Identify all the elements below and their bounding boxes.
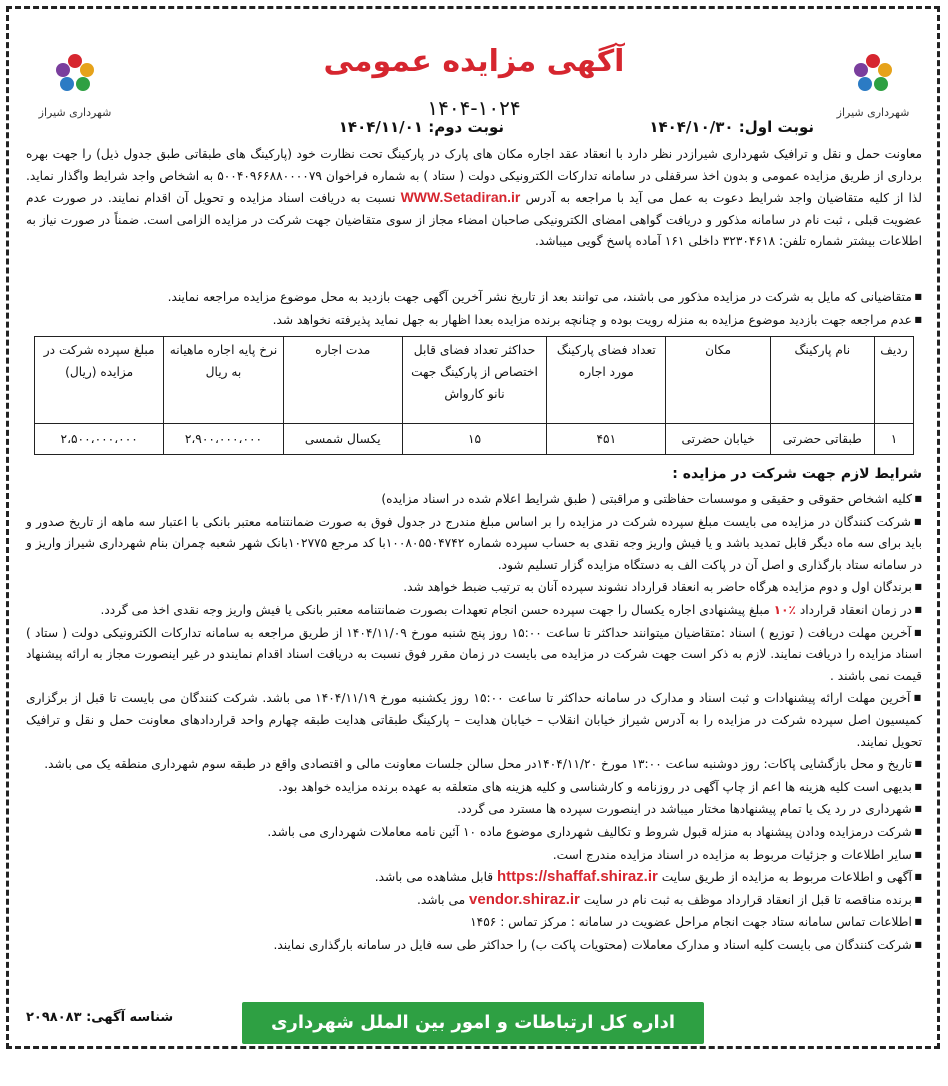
condition-item: ■ آگهی و اطلاعات مربوط به مزایده از طریق سایت https://shaffaf.shiraz.ir قابل مشاهده می باشد. <box>26 866 922 889</box>
conditions-title: شرایط لازم جهت شرکت در مزایده : <box>672 466 922 482</box>
ad-id: شناسه آگهی: ۲۰۹۸۰۸۳ <box>26 1010 174 1025</box>
col-space-count: تعداد فضای پارکینگ مورد اجاره <box>547 337 666 424</box>
auction-table <box>34 336 914 455</box>
col-base-rate: نرخ پایه اجاره ماهیانه به ریال <box>164 337 283 424</box>
condition-item: ■ برندگان اول و دوم مزایده هرگاه حاضر به انعقاد قرارداد نشوند سپرده آنان به ترتیب ضبط خواهد شد. <box>26 576 922 599</box>
condition-item: ■ کلیه اشخاص حقوقی و حقیقی و موسسات حفاظتی و مراقبتی ( طبق شرایط اعلام شده در اسناد مزایده) <box>26 488 922 511</box>
condition-item: ■ برنده مناقصه تا قبل از انعقاد قرارداد موظف به ثبت نام در سایت vendor.shiraz.ir می باشد. <box>26 889 922 912</box>
col-parking-name: نام پارکینگ <box>770 337 874 424</box>
condition-item: ■ تاریخ و محل بازگشایی پاکات: روز دوشنبه ساعت ۱۳:۰۰ مورخ ۱۴۰۴/۱۱/۲۰در محل سالن جلسات معاونت مالی و اقتصادی واقع در طبقه سوم شهرداری منطقه یک می باشد. <box>26 753 922 776</box>
bullet-visit: ■ متقاضیانی که مایل به شرکت در مزایده مذکور می باشند، می توانند بعد از تاریخ نشر آخرین آگهی جهت بازدید به محل موضوع مزایده مراجعه نمایند. <box>26 286 922 309</box>
col-carwash-spaces: حداکثر تعداد فضای قابل اختصاص از پارکینگ جهت نانو کارواش <box>402 337 546 424</box>
col-deposit: مبلغ سپرده شرکت در مزایده (ریال) <box>35 337 164 424</box>
table-header-row <box>35 337 914 424</box>
condition-item: ■ شرکت درمزایده ودادن پیشنهاد به منزله قبول شروط و تکالیف شهرداری موضوع ماده ۱۰ آئین نامه معاملات شهرداری می باشد. <box>26 821 922 844</box>
table-row: ۱ طبقاتی حضرتی خیابان حضرتی ۴۵۱ ۱۵ یکسال شمسی ۲،۹۰۰،۰۰۰،۰۰۰ ۲،۵۰۰،۰۰۰،۰۰۰ <box>35 424 914 455</box>
percent-value: ٪۱۰ <box>773 602 796 617</box>
publication-rounds <box>184 118 814 140</box>
intro-bullets <box>26 286 922 331</box>
advertisement <box>14 14 934 1075</box>
condition-item: ■ شرکت کنندگان در مزایده می بایست مبلغ سپرده شرکت در مزایده را بر اساس مبلغ مندرج در جدول فوق به صورت ضمانتنامه معتبر بانکی با اعتبار سه ماهه از تاریخ صدور و باید برای سه ماه دیگر قابل تمدید باشد و یا فیش واریز وجه نقدی به حساب سپرده شماره ۱۰۰۸۰۵۵۰۴۷۴۲با کد مرجع ۱۰۲۷۷۵بانک شهر شعبه چمران بنام شهرداری شیراز واریز و در سامانه ستاد بارگذاری و اصل آن در پاکت الف به دستگاه مزایده گزار تسلیم شود. <box>26 511 922 577</box>
col-lease-duration: مدت اجاره <box>283 337 402 424</box>
condition-item: ■ سایر اطلاعات و جزئیات مربوط به مزایده در اسناد مزایده مندرج است. <box>26 844 922 867</box>
setadiran-link[interactable]: WWW.Setadiran.ir <box>400 189 521 206</box>
col-row: ردیف <box>874 337 913 424</box>
intro-paragraph: معاونت حمل و نقل و ترافیک شهرداری شیرازدر نظر دارد با انعقاد عقد اجاره مکان های پارک در پارکینگ تحت نظارت خود (پارکینگ های طبقاتی طبق جدول ذیل) را جهت بهره برداری از طریق مزایده عمومی و بدون اخذ سرقفلی در سامانه تدارکات الکترونیکی دولت ( ستاد ) به شماره فراخوان ۵۰۰۴۰۹۶۶۸۸۰۰۰۰۷۹ به اشخاص واجد شرایط واگذار نماید. لذا از کلیه متقاضیان واجد شرایط دعوت به عمل می آید با مراجعه به آدرس WWW.Setadiran.ir نسبت به دریافت اسناد مزایده و تحویل آن اقدام نمایند. در صورت عدم عضویت قبلی ، ثبت نام در سامانه مذکور و دریافت گواهی امضای الکترونیکی صاحبان امضاء مجاز از سوی متقاضیان جهت شرکت در مزایده الزامی است. ضمناً در صورت نیاز به اطلاعات بیشتر شماره تلفن: ۳۲۳۰۴۶۱۸ داخلی ۱۶۱ آماده پاسخ گویی میباشد. <box>26 147 923 249</box>
condition-item: ■ آخرین مهلت دریافت ( توزیع ) اسناد :متقاضیان میتوانند حداکثر تا ساعت ۱۵:۰۰ روز پنج شنبه مورخ ۱۴۰۴/۱۱/۰۹ از طریق مراجعه به سامانه تدارکات الکترونیکی دولت ( ستاد ) اسناد مزایده را دریافت نمایند. لازم به ذکر است جهت شرکت در مزایده می بایست در زمان مقرر فوق نسبت به دریافت اسناد اقدام نمایندو در غیر اینصورت مجاز به ارائه پیشنهاد قیمت نمی باشند . <box>26 622 922 688</box>
svg-text:شهرداری شیراز: شهرداری شیراز <box>38 106 112 119</box>
condition-item: ■ شهرداری در رد یک یا تمام پیشنهادها مختار میباشد در اینصورت سپرده ها مسترد می گردد. <box>26 798 922 821</box>
condition-item: ■ در زمان انعقاد قرارداد ٪۱۰ مبلغ پیشنهادی اجاره یکسال را جهت سپرده حسن انجام تعهدات بصورت ضمانتنامه معتبر بانکی یا فیش واریز وجه نقدی اخذ می گردد. <box>26 599 922 622</box>
condition-item: ■ بدیهی است کلیه هزینه ها اعم از چاپ آگهی در روزنامه و کارشناسی و کلیه هزینه های متعلقه به عهده برنده مزایده خواهد بود. <box>26 776 922 799</box>
round-1: نوبت اول: ۱۴۰۴/۱۰/۳۰ <box>649 118 814 136</box>
bullet-no-visit: ■ عدم مراجعه جهت بازدید موضوع مزایده به منزله رویت بوده و چنانچه برنده مزایده بعدا اظهار به جهل نماید پذیرفته نخواهد شد. <box>26 309 922 332</box>
svg-text:شهرداری شیراز: شهرداری شیراز <box>836 106 910 119</box>
col-location: مکان <box>666 337 770 424</box>
ad-number: ۱۴۰۴-۱۰۲۴ <box>427 96 521 120</box>
issuer-banner: اداره کل ارتباطات و امور بین الملل شهرداری شیراز <box>242 1002 704 1044</box>
condition-item: ■ اطلاعات تماس سامانه ستاد جهت انجام مراحل عضویت در سامانه : مرکز تماس : ۱۴۵۶ <box>26 911 922 934</box>
conditions-list <box>26 488 922 956</box>
ad-title: آگهی مزایده عمومی <box>323 44 625 79</box>
condition-item: ■ آخرین مهلت ارائه پیشنهادات و ثبت اسناد و مدارک در سامانه حداکثر تا ساعت ۱۵:۰۰ روز یکشنبه مورخ ۱۴۰۴/۱۱/۱۹ می باشد. شرکت کنندگان می بایست تا قبل از برگزاری کمیسیون اصل سپرده شرکت در مزایده را به آدرس شیراز خیابان انقلاب – خیابان هدایت – پارکینگ طبقاتی هدایت طبقه چهارم واحد قراردادهای معاونت حمل و نقل و ترافیک تحویل نمایند. <box>26 687 922 753</box>
condition-item: ■ شرکت کنندگان می بایست کلیه اسناد و مدارک معاملات (محتویات پاکت ب) را حداکثر طی سه فایل در سامانه بارگذاری نمایند. <box>26 934 922 957</box>
round-2: نوبت دوم: ۱۴۰۴/۱۱/۰۱ <box>338 118 504 136</box>
vendor-link[interactable]: vendor.shiraz.ir <box>469 890 580 908</box>
shaffaf-link[interactable]: https://shaffaf.shiraz.ir <box>497 868 658 886</box>
